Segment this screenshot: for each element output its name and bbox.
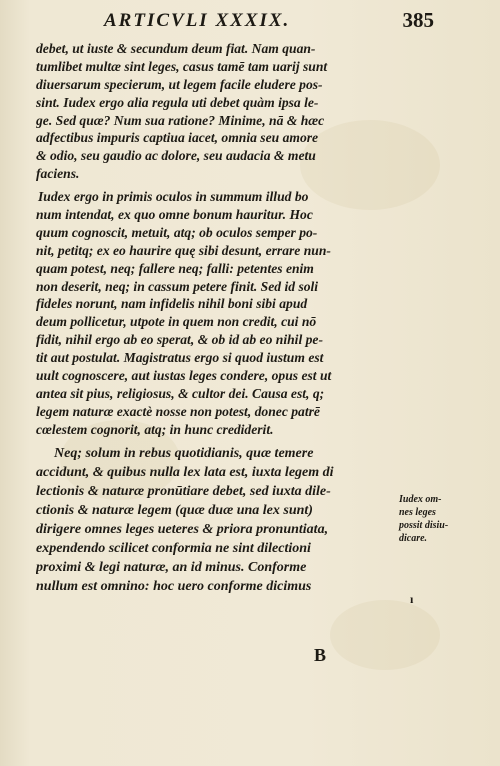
marginal-note-line: nes leges bbox=[399, 507, 436, 518]
text-line: uult cognoscere, aut iustas leges condere, opus est ut bbox=[36, 368, 332, 384]
text-line: cœlestem cognorit, atq; in hunc crediderit. bbox=[36, 421, 274, 437]
text-line: Iudex ergo in primis oculos in summum illud bo bbox=[38, 189, 309, 205]
running-head: ARTICVLI XXXIX. bbox=[104, 10, 291, 31]
paragraph-1 bbox=[36, 40, 401, 183]
text-line: fidit, nihil ergo ab eo sperat, & ob id ab eo nihil pe- bbox=[36, 332, 323, 348]
text-line: diuersarum specierum, ut legem facile eludere pos- bbox=[36, 76, 323, 92]
body-text bbox=[36, 40, 401, 596]
text-line: proximi & legi naturæ, an id minus. Conforme bbox=[36, 559, 307, 575]
page-header bbox=[96, 8, 434, 36]
text-line: faciens. bbox=[36, 166, 80, 182]
marginal-note bbox=[399, 493, 469, 545]
margin-mark: ı bbox=[410, 592, 414, 606]
text-line: dirigere omnes leges ueteres & priora pronuntiata, bbox=[36, 521, 329, 537]
text-line: accidunt, & quibus nulla lex lata est, iuxta legem di bbox=[36, 464, 334, 480]
text-line: deum pollicetur, utpote in quem non credit, cui nō bbox=[36, 314, 317, 330]
text-line: fideles norunt, nam infidelis nihil boni sibi apud bbox=[36, 296, 308, 312]
text-line: tit aut postulat. Magistratus ergo si quod iustum est bbox=[36, 350, 324, 366]
paragraph-3 bbox=[36, 444, 401, 596]
text-line: ctionis & naturæ legem (quæ duæ una lex sunt) bbox=[36, 502, 313, 518]
page-number: 385 bbox=[402, 8, 434, 32]
text-line: non deserit, neq; in cassum petere finit. Sed id soli bbox=[36, 278, 319, 294]
signature-mark: B bbox=[314, 645, 327, 665]
text-line: quam potest, neq; fallere neq; falli: petentes enim bbox=[36, 260, 314, 276]
text-line: nit, petitq; ex eo haurire quę sibi desunt, errare nun- bbox=[36, 242, 331, 258]
text-line: legem naturæ exactè nosse non potest, donec patrē bbox=[36, 403, 320, 419]
text-line: quum cognoscit, metuit, atq; ob oculos semper po- bbox=[36, 224, 318, 240]
text-line: Neq; solum in rebus quotidianis, quæ temere bbox=[54, 445, 314, 461]
text-line: antea sit pius, religiosus, & cultor dei. Causa est, q; bbox=[36, 385, 325, 401]
text-line: ge. Sed quæ? Num sua ratione? Minime, nā & hæc bbox=[36, 112, 325, 128]
text-line: nullum est omnino: hoc uero conforme dicimus bbox=[36, 578, 312, 594]
paper-stain bbox=[330, 600, 440, 670]
marginal-note-line: possit disiu- bbox=[399, 520, 449, 531]
text-line: adfectibus impuris captiua iacet, omnia seu amore bbox=[36, 130, 319, 146]
text-line: & odio, seu gaudio ac dolore, seu audacia & metu bbox=[36, 148, 316, 164]
text-line: lectionis & naturæ pronūtiare debet, sed iuxta dile- bbox=[36, 483, 331, 499]
text-line: debet, ut iuste & secundum deum fiat. Nam quan- bbox=[36, 41, 316, 56]
paragraph-2 bbox=[36, 188, 401, 438]
marginal-note-line: dicare. bbox=[399, 533, 428, 544]
text-line: expendendo scilicet conformia ne sint dilectioni bbox=[36, 540, 311, 556]
text-line: sint. Iudex ergo alia regula uti debet quàm ipsa le- bbox=[36, 94, 319, 110]
text-line: num intendat, ex quo omne bonum hauritur. Hoc bbox=[36, 207, 313, 223]
marginal-note-line: Iudex om- bbox=[399, 494, 442, 505]
text-line: tumlibet multæ sint leges, casus tamē tam uarij sunt bbox=[36, 58, 328, 74]
